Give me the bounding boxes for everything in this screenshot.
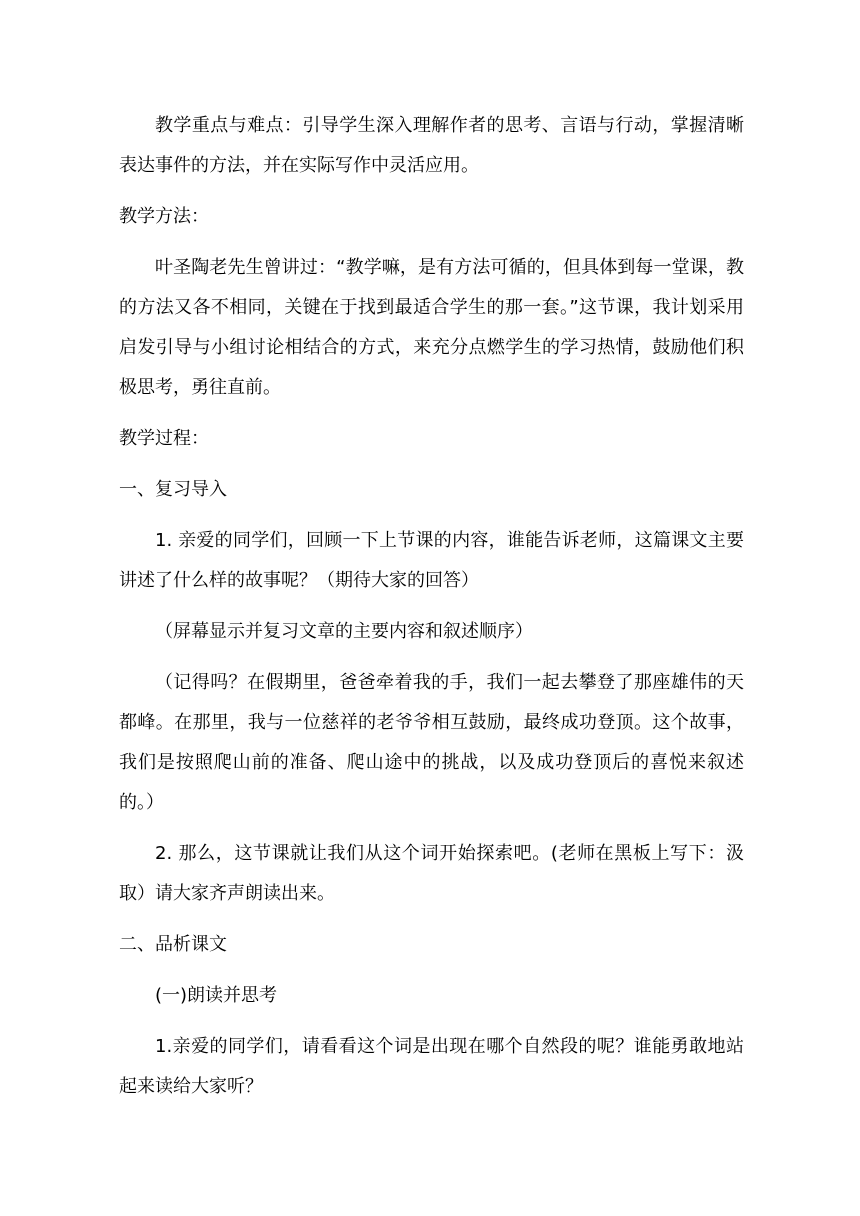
heading-teaching-process: 教学过程： [119,428,209,449]
document-body [119,106,744,1107]
heading-text-analysis: 二、品析课文 [119,934,227,955]
paragraph-review-question: 1. 亲爱的同学们，回顾一下上节课的内容，谁能告诉老师，这篇课文主要讲述了什么样的故事呢？（期待大家的回答） [119,530,744,591]
heading-teaching-method: 教学方法： [119,206,209,227]
paragraph-word-intro: 2. 那么，这节课就让我们从这个词开始探索吧。(老师在黑板上写下：汲取）请大家齐声朗读出来。 [119,843,744,904]
paragraph-screen-note: （屏幕显示并复习文章的主要内容和叙述顺序） [155,621,533,642]
heading-review-intro: 一、复习导入 [119,479,227,500]
paragraph-ye-shengtao-quote: 叶圣陶老先生曾讲过：“教学嘛，是有方法可循的，但具体到每一堂课，教的方法又各不相同，关键在于找到最适合学生的那一套。”这节课，我计划采用启发引导与小组讨论相结合的方式，来充分点燃学生的学习热情，鼓励他们积极思考，勇往直前。 [119,257,744,398]
subheading-read-think: (一)朗读并思考 [155,985,278,1006]
paragraph-story-recap: （记得吗？在假期里，爸爸牵着我的手，我们一起去攀登了那座雄伟的天都峰。在那里，我与一位慈祥的老爷爷相互鼓励，最终成功登顶。这个故事，我们是按照爬山前的准备、爬山途中的挑战，以及成功登顶后的喜悦来叙述的。） [119,672,744,813]
paragraph-teaching-focus: 教学重点与难点：引导学生深入理解作者的思考、言语与行动，掌握清晰表达事件的方法，并在实际写作中灵活应用。 [119,115,744,176]
paragraph-find-word: 1.亲爱的同学们，请看看这个词是出现在哪个自然段的呢？谁能勇敢地站起来读给大家听？ [119,1036,744,1097]
